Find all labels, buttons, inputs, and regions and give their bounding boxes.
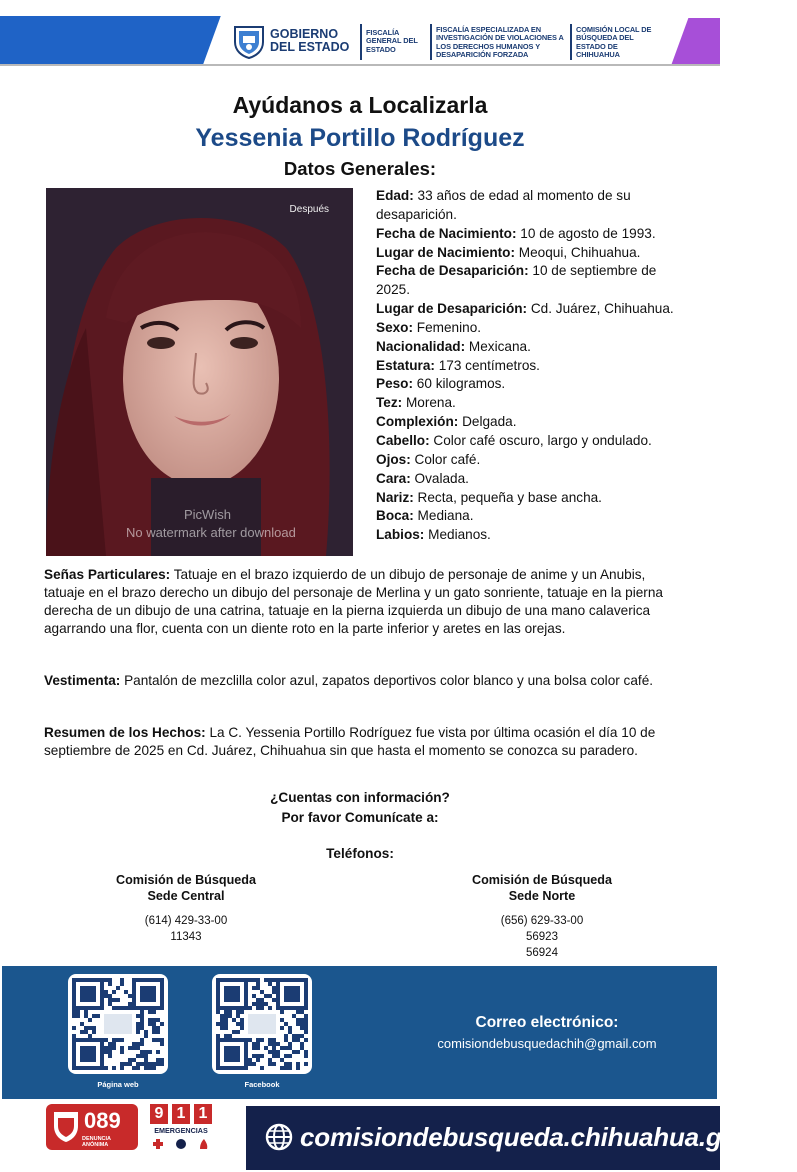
footer [0,1100,797,1172]
dato-value: Recta, pequeña y base ancha. [413,489,602,505]
dato-value: Color café. [410,451,481,467]
dato-row [376,526,686,545]
header-separator [360,24,362,60]
resumen-hechos [44,724,684,760]
resumen-label: Resumen de los Hechos: [44,725,206,740]
sede-norte-heading [442,872,642,904]
qr-code-icon [68,974,168,1074]
datos-generales-list [376,187,686,545]
digit-1: 1 [172,1104,190,1124]
shield-icon [52,1110,80,1144]
dato-value: 60 kilogramos. [413,376,506,392]
emergencias-911-badge [150,1104,212,1152]
senas-particulares [44,566,684,638]
sede-norte-line1: Comisión de Búsqueda [472,873,612,887]
facebook-qr-label: Facebook [244,1080,280,1089]
dato-value: Mexicana. [465,338,531,354]
contact-prompt: Por favor Comunícate a: [281,810,439,825]
dato-row [376,507,686,526]
website-url[interactable]: comisiondebusqueda.chihuahua.gob.mx [300,1122,797,1152]
header-separator [570,24,572,60]
sede-norte-phones [442,913,642,961]
dato-row [376,300,686,319]
denuncia-anonima-label: DENUNCIA ANÓNIMA [82,1136,111,1148]
vestimenta [44,672,684,690]
person-name: Yessenia Portillo Rodríguez [195,124,525,152]
denuncia-089-badge [46,1104,138,1150]
dato-label: Lugar de Nacimiento: [376,244,515,260]
sede-norte-phone[interactable]: (656) 629-33-00 [500,915,584,927]
dato-row [376,338,686,357]
dato-value: Morena. [402,395,456,411]
watermark-brand: PicWish [184,507,231,522]
sede-norte-ext1: 56923 [526,931,558,943]
dato-value: Cd. Juárez, Chihuahua. [527,301,674,317]
facebook-qr-code[interactable] [212,974,312,1074]
dato-label: Cara: [376,470,411,486]
dato-value: Medianos. [424,527,491,543]
dato-label: Fecha de Nacimiento: [376,225,517,241]
digit-9: 9 [150,1104,168,1124]
emergency-services-icons [152,1138,210,1150]
sede-central-phones [86,913,286,945]
digit-1: 1 [194,1104,212,1124]
state-shield-icon [232,24,266,60]
website-qr-code[interactable] [68,974,168,1074]
dato-label: Labios: [376,527,425,543]
sede-norte-line2: Sede Norte [508,889,576,903]
dato-value: Meoqui, Chihuahua. [514,244,641,260]
dato-row [376,489,686,508]
dato-row [376,319,686,338]
gobierno-label: GOBIERNO DEL ESTADO [270,27,350,54]
photo-after-label: Después [289,204,329,215]
header-blue-bar [0,16,236,64]
header-separator [430,24,432,60]
dato-row [376,244,686,263]
portrait-illustration [46,188,353,556]
sede-central-phone[interactable]: (614) 429-33-00 [144,915,228,927]
sede-central-ext: 11343 [170,931,202,943]
dato-value: Delgada. [458,414,517,430]
dato-row [376,432,686,451]
website-qr-label: Página web [97,1080,139,1089]
vestimenta-label: Vestimenta: [44,673,121,688]
dato-row [376,451,686,470]
dato-value: 173 centímetros. [434,357,540,373]
section-title: Datos Generales: [283,158,437,179]
dato-value: Color café oscuro, largo y ondulado. [429,432,652,448]
phones-title: Teléfonos: [326,846,394,861]
gobierno-logo-text [270,28,360,54]
email-title: Correo electrónico: [475,1014,619,1031]
email-address[interactable]: comisiondebusquedachih@gmail.com [437,1036,657,1051]
dato-label: Boca: [376,508,414,524]
dato-value: Ovalada. [410,470,469,486]
sede-central-line1: Comisión de Búsqueda [116,873,256,887]
globe-icon [264,1122,294,1152]
page-title: Ayúdanos a Localizarla [232,92,488,118]
dato-value: Mediana. [413,508,474,524]
dato-label: Fecha de Desaparición: [376,263,529,279]
dato-row [376,262,686,300]
dato-row [376,375,686,394]
dato-row [376,187,686,225]
emergencias-label: EMERGENCIAS [154,1126,208,1135]
person-photo [46,188,353,556]
comision-label: COMISIÓN LOCAL DE BÚSQUEDA DEL ESTADO DE CHIHUAHUA [576,25,652,60]
dato-row [376,394,686,413]
dato-label: Peso: [376,376,414,392]
dato-value: 10 de septiembre de 2025. [376,263,657,298]
qr-code-icon [212,974,312,1074]
dato-value: 33 años de edad al momento de su desaparición. [376,188,631,222]
vestimenta-text: Pantalón de mezclilla color azul, zapatos deportivos color blanco y una bolsa color café. [120,673,654,688]
resumen-text: La C. Yessenia Portillo Rodríguez fue vista por última ocasión el día 10 de septiembre de 2025 en Cd. Juárez, Chihuahua sin que hasta el momento se conozca su paradero. [44,725,656,758]
dato-label: Sexo: [376,319,414,335]
dato-label: Nariz: [376,489,414,505]
dato-label: Estatura: [376,357,435,373]
dato-row [376,225,686,244]
dato-row [376,413,686,432]
contact-band [2,966,717,1099]
dato-label: Lugar de Desaparición: [376,301,528,317]
dato-label: Nacionalidad: [376,338,466,354]
senas-text: Tatuaje en el brazo izquierdo de un dibujo de personaje de anime y un Anubis, tatuaje en el brazo derecho un dibujo del personaje de Merlina y un gato sonriente, tatuaje en la pierna derecha de un dibujo de una catrina, tatuaje en la pierna izquierda un dibujo de una mano calaverica agarrando una flor, cuenta con un diente roto en la parte inferior y aretes en las orejas. [44,567,663,636]
fiscalia-especializada-label: FISCALÍA ESPECIALIZADA EN INVESTIGACIÓN DE VIOLACIONES A LOS DERECHOS HUMANOS Y DESAPARICIÓN FORZADA [436,25,564,60]
senas-label: Señas Particulares: [44,567,171,582]
header-rule [0,64,720,66]
info-question: ¿Cuentas con información? [270,790,450,805]
dato-label: Edad: [376,188,414,203]
dato-label: Ojos: [376,451,411,467]
dato-value: 10 de agosto de 1993. [516,225,656,241]
header [0,0,720,66]
dato-value: Femenino. [413,319,482,335]
dato-row [376,357,686,376]
dato-label: Complexión: [376,414,459,430]
sede-central-heading [86,872,286,904]
dato-row [376,470,686,489]
sede-norte-ext2: 56924 [526,947,558,959]
fiscalia-label: FISCALÍA GENERAL DEL ESTADO [366,28,418,54]
dato-label: Cabello: [376,432,430,448]
dato-label: Tez: [376,395,403,411]
watermark-notice: No watermark after download [126,525,296,540]
sede-central-line2: Sede Central [147,889,225,903]
number-089: 089 [84,1108,121,1133]
